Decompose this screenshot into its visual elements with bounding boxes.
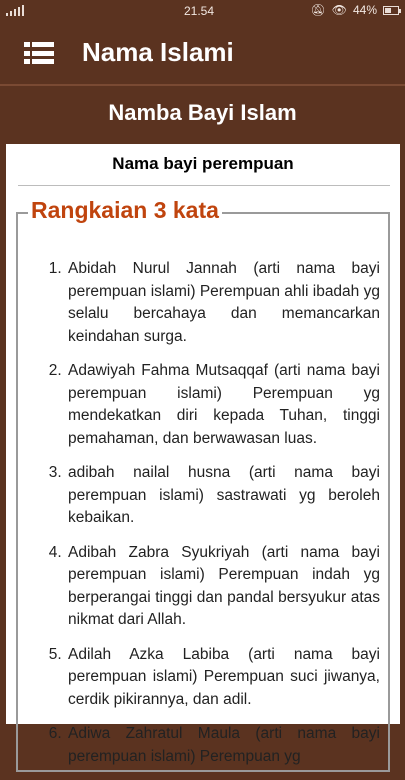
eye-icon: 👁︎: [331, 3, 347, 17]
battery-icon: [383, 6, 399, 15]
content-card[interactable]: [6, 144, 400, 765]
app-bar: [0, 22, 405, 84]
name-list: [26, 258, 380, 780]
section-title: Rangkaian 3 kata: [28, 197, 222, 224]
sub-header-title: Namba Bayi Islam: [108, 100, 297, 125]
list-item: 2. Adawiyah Fahma Mutsaqqaf (arti nama bayi perempuan islami) Perempuan yg mendekatkan diri kepada Tuhan, tinggi pemahaman, dan berwawasan luas.: [66, 360, 380, 450]
mute-icon: 🔕︎: [310, 3, 326, 17]
list-item: 6. Adiwa Zahratul Maula (arti nama bayi perempuan islami) Perempuan yg: [66, 723, 380, 768]
list-item: 1. Abidah Nurul Jannah (arti nama bayi perempuan islami) Perempuan ahli ibadah yg selalu bercahaya dan memancarkan keindahan surga.: [66, 258, 380, 348]
sub-header: [0, 84, 405, 140]
battery-percent: 44%: [352, 3, 377, 17]
status-bar: [0, 0, 405, 22]
list-item: 3. adibah nailal husna (arti nama bayi perempuan islami) sastrawati yg beroleh kebaikan.: [66, 462, 380, 530]
list-item: 4. Adibah Zabra Syukriyah (arti nama bayi perempuan islami) Perempuan indah yg berperangai tinggi dan pandal bersyukur atas nikmat dari Allah.: [66, 542, 380, 632]
signal-icon: [6, 4, 24, 16]
status-time: 21.54: [184, 4, 215, 18]
divider: [18, 185, 390, 186]
hamburger-menu-icon[interactable]: [24, 42, 54, 64]
list-item: 5. Adilah Azka Labiba (arti nama bayi perempuan islami) Perempuan suci jiwanya, cerdik pikirannya, dan adil.: [66, 644, 380, 712]
content-heading: Nama bayi perempuan: [112, 154, 294, 173]
app-title: Nama Islami: [82, 37, 234, 67]
